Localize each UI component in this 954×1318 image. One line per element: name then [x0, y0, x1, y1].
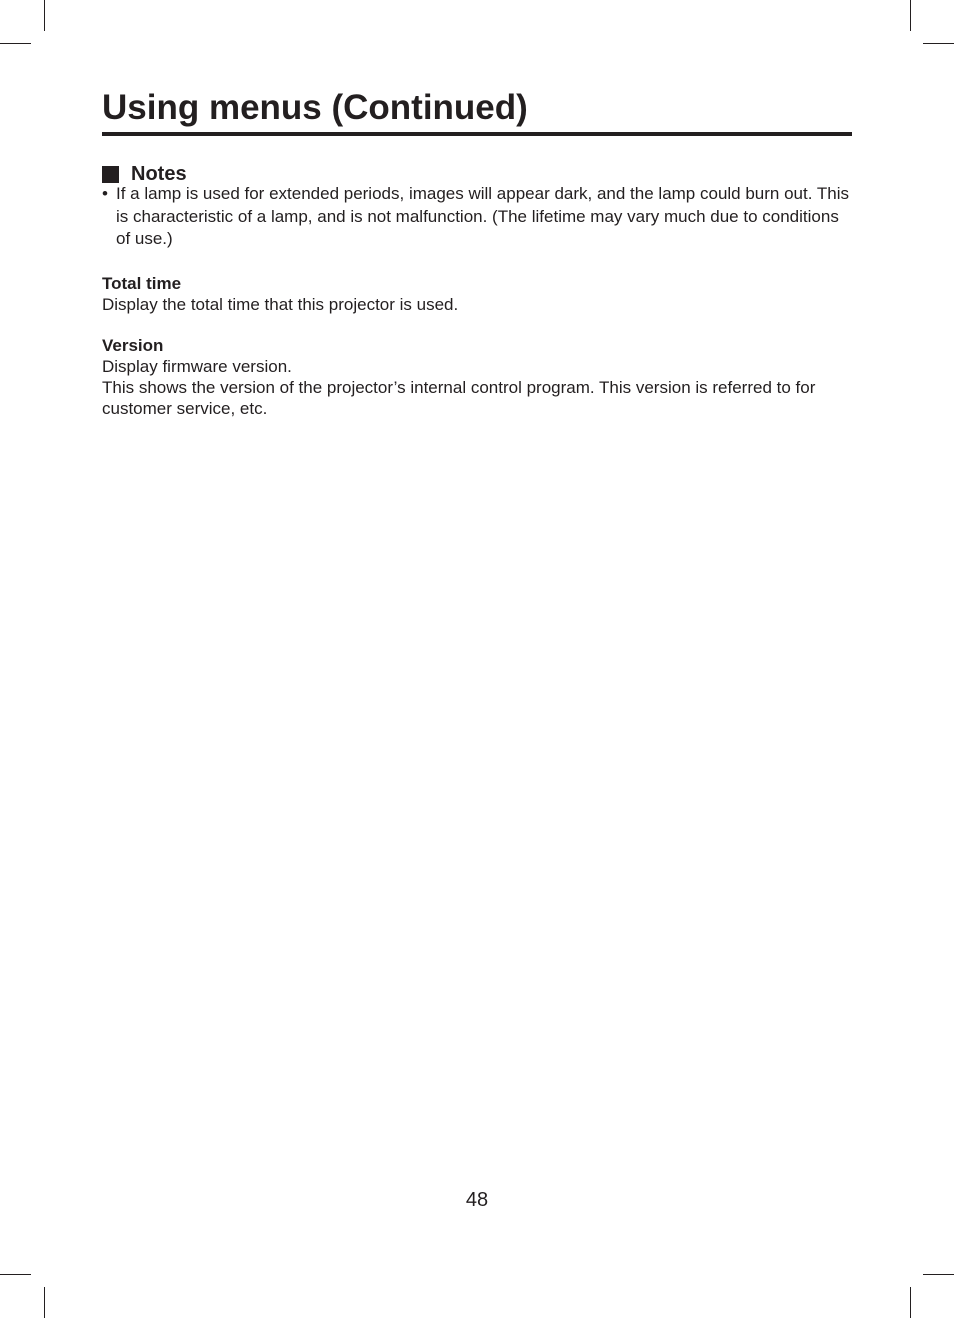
crop-mark [0, 1274, 31, 1275]
crop-mark [910, 0, 911, 31]
section-version [102, 335, 852, 419]
crop-mark [923, 43, 954, 44]
crop-mark [44, 1287, 45, 1318]
crop-mark [0, 43, 31, 44]
notes-list [102, 183, 852, 251]
page-number: 48 [465, 1189, 489, 1211]
note-text: If a lamp is used for extended periods, images will appear dark, and the lamp could burn out. This is characteristic of a lamp, and is not malfunction. (The lifetime may vary much due to conditions of use.) [116, 184, 849, 248]
title-rule [102, 132, 852, 136]
section-total-time [102, 273, 852, 315]
notes-title: Notes [131, 163, 187, 185]
section-body [102, 294, 852, 315]
page-title: Using menus (Continued) [102, 88, 528, 127]
crop-mark [910, 1287, 911, 1318]
section-body [102, 356, 852, 419]
crop-mark [923, 1274, 954, 1275]
list-item [102, 183, 852, 251]
black-square-icon [102, 166, 119, 183]
section-title: Total time [102, 274, 182, 293]
crop-mark [44, 0, 45, 31]
paragraph: Display the total time that this projector is used. [102, 295, 459, 314]
paragraph: Display firmware version. [102, 357, 292, 376]
section-title: Version [102, 336, 164, 355]
bullet-icon: • [102, 184, 108, 203]
paragraph: This shows the version of the projector’s internal control program. This version is referred to for customer service, etc. [102, 378, 816, 418]
